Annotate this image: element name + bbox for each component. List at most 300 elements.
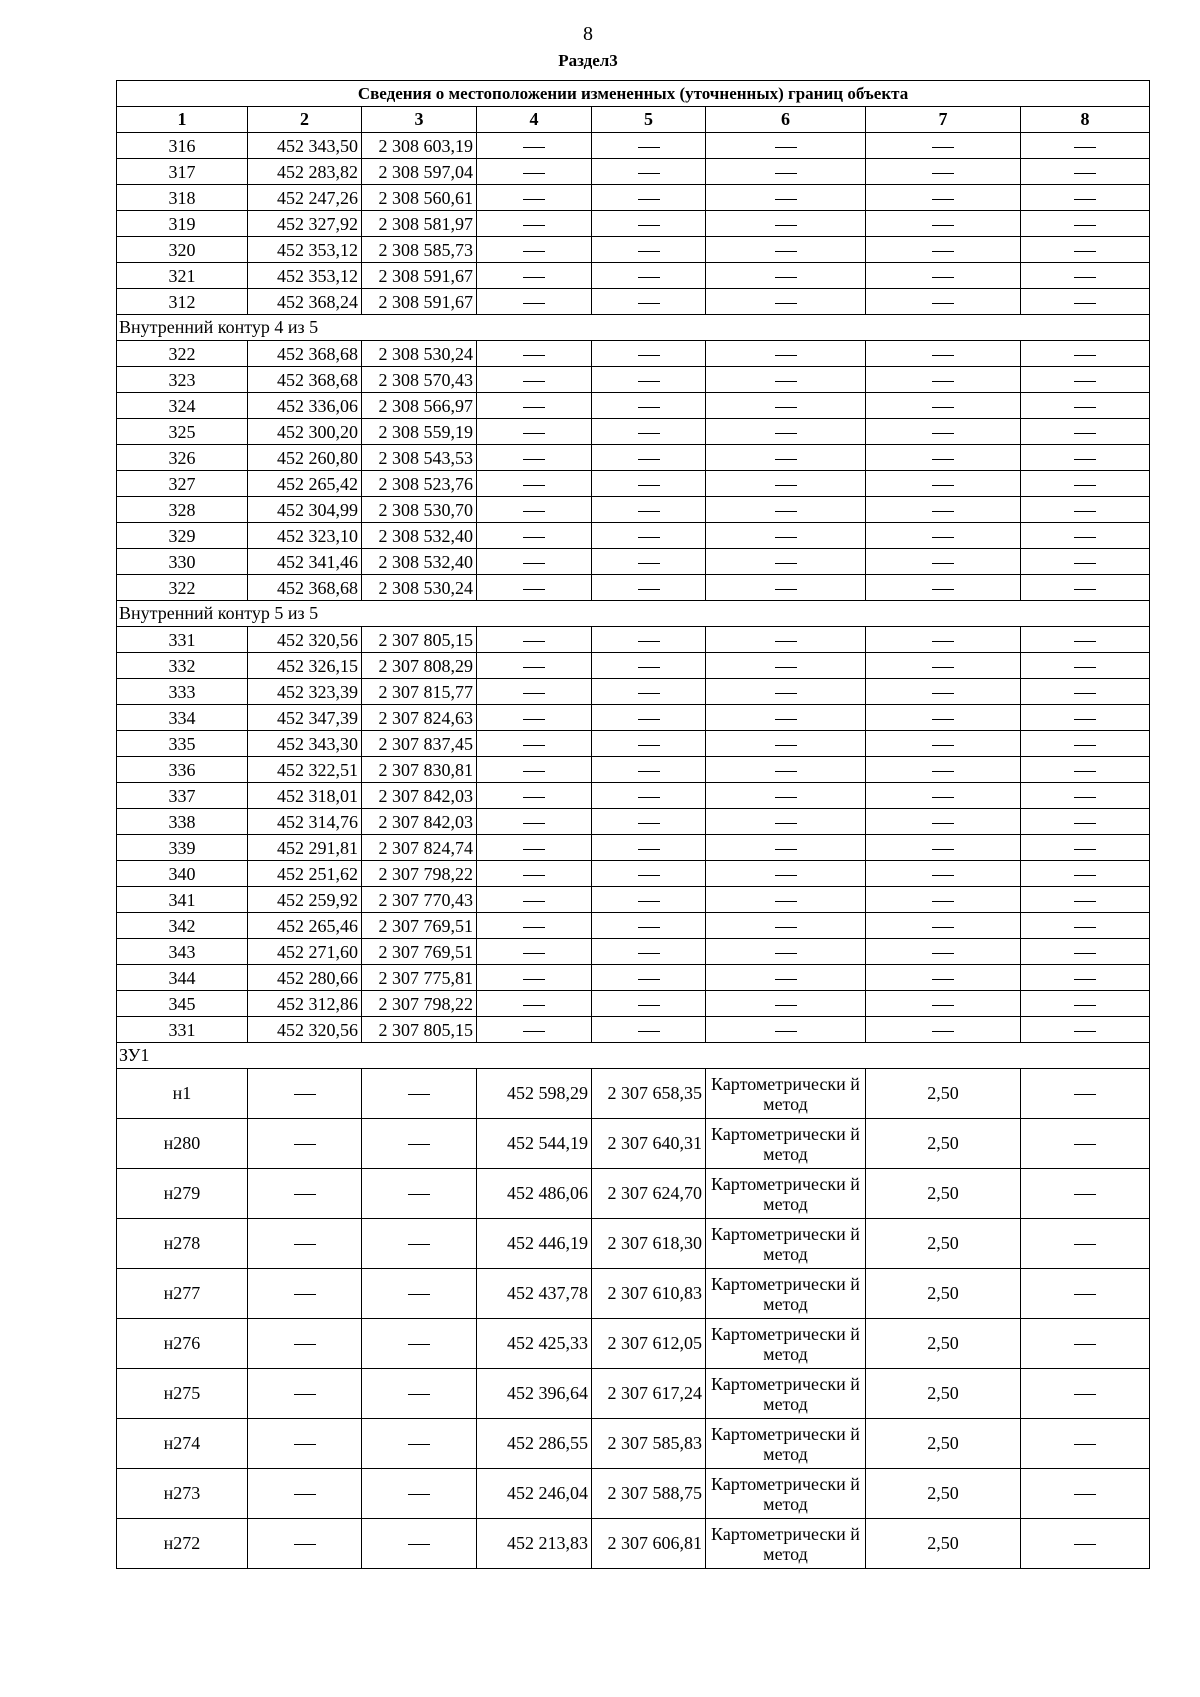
dash <box>408 1444 430 1445</box>
empty-cell <box>477 991 592 1017</box>
dash <box>1074 979 1096 980</box>
dash <box>638 979 660 980</box>
coord-x: 452 326,15 <box>248 653 362 679</box>
dash <box>523 537 545 538</box>
dash <box>523 771 545 772</box>
coord-x: 452 265,42 <box>248 471 362 497</box>
empty-cell <box>1021 341 1150 367</box>
accuracy: 2,50 <box>866 1269 1021 1319</box>
empty-cell <box>1021 237 1150 263</box>
coord-y: 2 308 532,40 <box>362 549 477 575</box>
dash <box>1074 225 1096 226</box>
dash <box>775 563 797 564</box>
empty-cell <box>1021 393 1150 419</box>
method: Картометрически й метод <box>706 1419 866 1469</box>
table-row <box>117 185 1150 211</box>
dash <box>638 511 660 512</box>
empty-cell <box>592 523 706 549</box>
dash <box>408 1294 430 1295</box>
dash <box>1074 1344 1096 1345</box>
coord-y: 2 307 842,03 <box>362 809 477 835</box>
dash <box>775 771 797 772</box>
empty-cell <box>1021 809 1150 835</box>
dash <box>775 901 797 902</box>
empty-cell <box>248 1169 362 1219</box>
coord-x: 452 291,81 <box>248 835 362 861</box>
dash <box>1074 511 1096 512</box>
new-coord-x: 452 598,29 <box>477 1069 592 1119</box>
dash <box>294 1144 316 1145</box>
method: Картометрически й метод <box>706 1069 866 1119</box>
dash <box>932 563 954 564</box>
dash <box>523 147 545 148</box>
dash <box>523 1031 545 1032</box>
dash <box>932 927 954 928</box>
empty-cell <box>592 939 706 965</box>
dash <box>932 823 954 824</box>
dash <box>638 563 660 564</box>
coord-y: 2 308 559,19 <box>362 419 477 445</box>
coord-y: 2 307 805,15 <box>362 1017 477 1043</box>
dash <box>523 979 545 980</box>
dash <box>638 667 660 668</box>
empty-cell <box>1021 185 1150 211</box>
empty-cell <box>866 861 1021 887</box>
table-row <box>117 497 1150 523</box>
dash <box>523 875 545 876</box>
dash <box>638 381 660 382</box>
dash <box>775 1031 797 1032</box>
empty-cell <box>1021 783 1150 809</box>
coord-x: 452 353,12 <box>248 237 362 263</box>
dash <box>1074 147 1096 148</box>
table-row <box>117 211 1150 237</box>
coord-y: 2 307 830,81 <box>362 757 477 783</box>
new-coord-y: 2 307 617,24 <box>592 1369 706 1419</box>
dash <box>638 589 660 590</box>
point-number: 322 <box>117 575 248 601</box>
dash <box>638 745 660 746</box>
dash <box>775 797 797 798</box>
empty-cell <box>592 393 706 419</box>
table-row <box>117 939 1150 965</box>
dash <box>294 1244 316 1245</box>
empty-cell <box>706 159 866 185</box>
empty-cell <box>1021 1219 1150 1269</box>
point-number: 331 <box>117 1017 248 1043</box>
dash <box>932 485 954 486</box>
empty-cell <box>477 731 592 757</box>
coord-x: 452 323,10 <box>248 523 362 549</box>
empty-cell <box>248 1219 362 1269</box>
table-row <box>117 1219 1150 1269</box>
point-number: 316 <box>117 133 248 159</box>
empty-cell <box>866 991 1021 1017</box>
table-row <box>117 1419 1150 1469</box>
dash <box>1074 1031 1096 1032</box>
dash <box>932 901 954 902</box>
dash <box>638 953 660 954</box>
coord-x: 452 320,56 <box>248 1017 362 1043</box>
dash <box>932 251 954 252</box>
coord-x: 452 280,66 <box>248 965 362 991</box>
dash <box>523 641 545 642</box>
empty-cell <box>1021 1119 1150 1169</box>
dash <box>775 953 797 954</box>
dash <box>523 589 545 590</box>
new-coord-y: 2 307 618,30 <box>592 1219 706 1269</box>
empty-cell <box>1021 1069 1150 1119</box>
dash <box>932 1005 954 1006</box>
empty-cell <box>362 1119 477 1169</box>
accuracy: 2,50 <box>866 1469 1021 1519</box>
dash <box>932 511 954 512</box>
method: Картометрически й метод <box>706 1369 866 1419</box>
dash <box>932 225 954 226</box>
coord-y: 2 307 837,45 <box>362 731 477 757</box>
empty-cell <box>477 705 592 731</box>
dash <box>523 1005 545 1006</box>
dash <box>408 1244 430 1245</box>
empty-cell <box>706 835 866 861</box>
dash <box>1074 771 1096 772</box>
coord-x: 452 368,68 <box>248 367 362 393</box>
dash <box>775 277 797 278</box>
new-coord-x: 452 425,33 <box>477 1319 592 1369</box>
method: Картометрически й метод <box>706 1169 866 1219</box>
coord-y: 2 307 805,15 <box>362 627 477 653</box>
coord-x: 452 343,30 <box>248 731 362 757</box>
dash <box>775 849 797 850</box>
empty-cell <box>866 809 1021 835</box>
empty-cell <box>362 1069 477 1119</box>
point-number: 338 <box>117 809 248 835</box>
empty-cell <box>248 1519 362 1569</box>
coord-y: 2 308 591,67 <box>362 263 477 289</box>
dash <box>775 667 797 668</box>
coord-x: 452 336,06 <box>248 393 362 419</box>
new-coord-y: 2 307 610,83 <box>592 1269 706 1319</box>
empty-cell <box>477 939 592 965</box>
dash <box>523 485 545 486</box>
empty-cell <box>592 289 706 315</box>
dash <box>775 693 797 694</box>
dash <box>1074 589 1096 590</box>
new-coord-y: 2 307 588,75 <box>592 1469 706 1519</box>
dash <box>1074 381 1096 382</box>
method: Картометрически й метод <box>706 1469 866 1519</box>
dash <box>523 797 545 798</box>
empty-cell <box>362 1469 477 1519</box>
column-number: 2 <box>248 107 362 133</box>
coord-y: 2 308 560,61 <box>362 185 477 211</box>
empty-cell <box>592 809 706 835</box>
empty-cell <box>477 471 592 497</box>
column-number: 5 <box>592 107 706 133</box>
coord-x: 452 343,50 <box>248 133 362 159</box>
empty-cell <box>592 549 706 575</box>
dash <box>932 875 954 876</box>
dash <box>1074 1005 1096 1006</box>
coord-x: 452 353,12 <box>248 263 362 289</box>
dash <box>523 953 545 954</box>
dash <box>775 433 797 434</box>
dash <box>638 147 660 148</box>
method: Картометрически й метод <box>706 1119 866 1169</box>
table-row <box>117 861 1150 887</box>
empty-cell <box>866 289 1021 315</box>
empty-cell <box>592 367 706 393</box>
empty-cell <box>866 757 1021 783</box>
empty-cell <box>1021 497 1150 523</box>
dash <box>775 1005 797 1006</box>
new-coord-y: 2 307 612,05 <box>592 1319 706 1369</box>
contour-label-row <box>117 315 1150 341</box>
point-number: 326 <box>117 445 248 471</box>
empty-cell <box>866 549 1021 575</box>
dash <box>775 589 797 590</box>
dash <box>1074 251 1096 252</box>
parcel-label-row <box>117 1043 1150 1069</box>
point-number: н275 <box>117 1369 248 1419</box>
column-number: 4 <box>477 107 592 133</box>
new-coord-x: 452 446,19 <box>477 1219 592 1269</box>
empty-cell <box>866 653 1021 679</box>
empty-cell <box>477 783 592 809</box>
dash <box>1074 1244 1096 1245</box>
empty-cell <box>592 341 706 367</box>
dash <box>638 901 660 902</box>
empty-cell <box>592 965 706 991</box>
dash <box>932 771 954 772</box>
table-row <box>117 991 1150 1017</box>
empty-cell <box>592 211 706 237</box>
dash <box>1074 303 1096 304</box>
empty-cell <box>1021 1469 1150 1519</box>
table-row <box>117 1017 1150 1043</box>
accuracy: 2,50 <box>866 1319 1021 1369</box>
empty-cell <box>362 1319 477 1369</box>
coord-y: 2 307 798,22 <box>362 861 477 887</box>
empty-cell <box>706 341 866 367</box>
method: Картометрически й метод <box>706 1269 866 1319</box>
empty-cell <box>477 367 592 393</box>
empty-cell <box>1021 965 1150 991</box>
dash <box>775 355 797 356</box>
dash <box>523 355 545 356</box>
dash <box>408 1144 430 1145</box>
empty-cell <box>1021 679 1150 705</box>
point-number: 331 <box>117 627 248 653</box>
new-coord-y: 2 307 640,31 <box>592 1119 706 1169</box>
point-number: 329 <box>117 523 248 549</box>
dash <box>1074 173 1096 174</box>
point-number: н277 <box>117 1269 248 1319</box>
point-number: 335 <box>117 731 248 757</box>
dash <box>523 745 545 746</box>
point-number: 334 <box>117 705 248 731</box>
coord-x: 452 265,46 <box>248 913 362 939</box>
point-number: 328 <box>117 497 248 523</box>
point-number: 344 <box>117 965 248 991</box>
empty-cell <box>866 887 1021 913</box>
coord-y: 2 307 824,63 <box>362 705 477 731</box>
dash <box>294 1294 316 1295</box>
empty-cell <box>706 913 866 939</box>
empty-cell <box>592 887 706 913</box>
dash <box>1074 485 1096 486</box>
coord-y: 2 307 842,03 <box>362 783 477 809</box>
dash <box>523 563 545 564</box>
coord-y: 2 307 815,77 <box>362 679 477 705</box>
empty-cell <box>1021 523 1150 549</box>
dash <box>932 459 954 460</box>
empty-cell <box>1021 1319 1150 1369</box>
dash <box>775 537 797 538</box>
dash <box>638 823 660 824</box>
dash <box>523 277 545 278</box>
empty-cell <box>592 705 706 731</box>
point-number: 332 <box>117 653 248 679</box>
dash <box>932 147 954 148</box>
empty-cell <box>866 705 1021 731</box>
dash <box>523 719 545 720</box>
coord-x: 452 323,39 <box>248 679 362 705</box>
coord-y: 2 308 597,04 <box>362 159 477 185</box>
accuracy: 2,50 <box>866 1369 1021 1419</box>
empty-cell <box>706 679 866 705</box>
table-row <box>117 705 1150 731</box>
empty-cell <box>477 653 592 679</box>
dash <box>523 511 545 512</box>
table-row <box>117 783 1150 809</box>
accuracy: 2,50 <box>866 1519 1021 1569</box>
dash <box>1074 667 1096 668</box>
dash <box>638 485 660 486</box>
table-row <box>117 471 1150 497</box>
dash <box>294 1094 316 1095</box>
dash <box>1074 1444 1096 1445</box>
empty-cell <box>866 133 1021 159</box>
dash <box>932 381 954 382</box>
empty-cell <box>866 1017 1021 1043</box>
table-row <box>117 393 1150 419</box>
table-row <box>117 1369 1150 1419</box>
dash <box>775 407 797 408</box>
dash <box>523 823 545 824</box>
dash <box>638 641 660 642</box>
empty-cell <box>866 731 1021 757</box>
empty-cell <box>592 575 706 601</box>
empty-cell <box>477 289 592 315</box>
coord-x: 452 341,46 <box>248 549 362 575</box>
empty-cell <box>477 679 592 705</box>
empty-cell <box>248 1119 362 1169</box>
empty-cell <box>477 965 592 991</box>
coord-y: 2 308 523,76 <box>362 471 477 497</box>
empty-cell <box>866 913 1021 939</box>
empty-cell <box>706 471 866 497</box>
dash <box>775 823 797 824</box>
empty-cell <box>477 523 592 549</box>
empty-cell <box>1021 757 1150 783</box>
column-number: 6 <box>706 107 866 133</box>
point-number: н274 <box>117 1419 248 1469</box>
contour-label-row <box>117 601 1150 627</box>
empty-cell <box>1021 1269 1150 1319</box>
coord-y: 2 308 566,97 <box>362 393 477 419</box>
empty-cell <box>592 263 706 289</box>
table-row <box>117 1519 1150 1569</box>
point-number: н280 <box>117 1119 248 1169</box>
empty-cell <box>706 939 866 965</box>
empty-cell <box>362 1369 477 1419</box>
dash <box>1074 199 1096 200</box>
dash <box>1074 355 1096 356</box>
empty-cell <box>592 653 706 679</box>
empty-cell <box>866 263 1021 289</box>
coord-x: 452 368,68 <box>248 575 362 601</box>
table-row <box>117 445 1150 471</box>
empty-cell <box>1021 1369 1150 1419</box>
accuracy: 2,50 <box>866 1069 1021 1119</box>
empty-cell <box>592 627 706 653</box>
coord-y: 2 308 591,67 <box>362 289 477 315</box>
dash <box>638 719 660 720</box>
point-number: 342 <box>117 913 248 939</box>
new-coord-y: 2 307 606,81 <box>592 1519 706 1569</box>
empty-cell <box>477 393 592 419</box>
table-row <box>117 835 1150 861</box>
dash <box>932 173 954 174</box>
empty-cell <box>592 991 706 1017</box>
dash <box>1074 953 1096 954</box>
table-row <box>117 263 1150 289</box>
dash <box>294 1544 316 1545</box>
dash <box>1074 719 1096 720</box>
empty-cell <box>866 523 1021 549</box>
dash <box>638 433 660 434</box>
dash <box>1074 849 1096 850</box>
dash <box>523 849 545 850</box>
point-number: 341 <box>117 887 248 913</box>
point-number: 330 <box>117 549 248 575</box>
dash <box>775 745 797 746</box>
coord-x: 452 312,86 <box>248 991 362 1017</box>
table-row <box>117 965 1150 991</box>
coord-x: 452 247,26 <box>248 185 362 211</box>
table-row <box>117 341 1150 367</box>
dash <box>1074 1394 1096 1395</box>
empty-cell <box>477 419 592 445</box>
coord-x: 452 327,92 <box>248 211 362 237</box>
point-number: 336 <box>117 757 248 783</box>
dash <box>1074 563 1096 564</box>
point-number: 325 <box>117 419 248 445</box>
empty-cell <box>477 263 592 289</box>
dash <box>932 667 954 668</box>
empty-cell <box>592 757 706 783</box>
dash <box>523 199 545 200</box>
empty-cell <box>477 861 592 887</box>
empty-cell <box>592 159 706 185</box>
empty-cell <box>248 1369 362 1419</box>
new-coord-y: 2 307 624,70 <box>592 1169 706 1219</box>
parcel-label: ЗУ1 <box>117 1043 1150 1069</box>
table-row <box>117 731 1150 757</box>
empty-cell <box>1021 991 1150 1017</box>
table-row <box>117 809 1150 835</box>
